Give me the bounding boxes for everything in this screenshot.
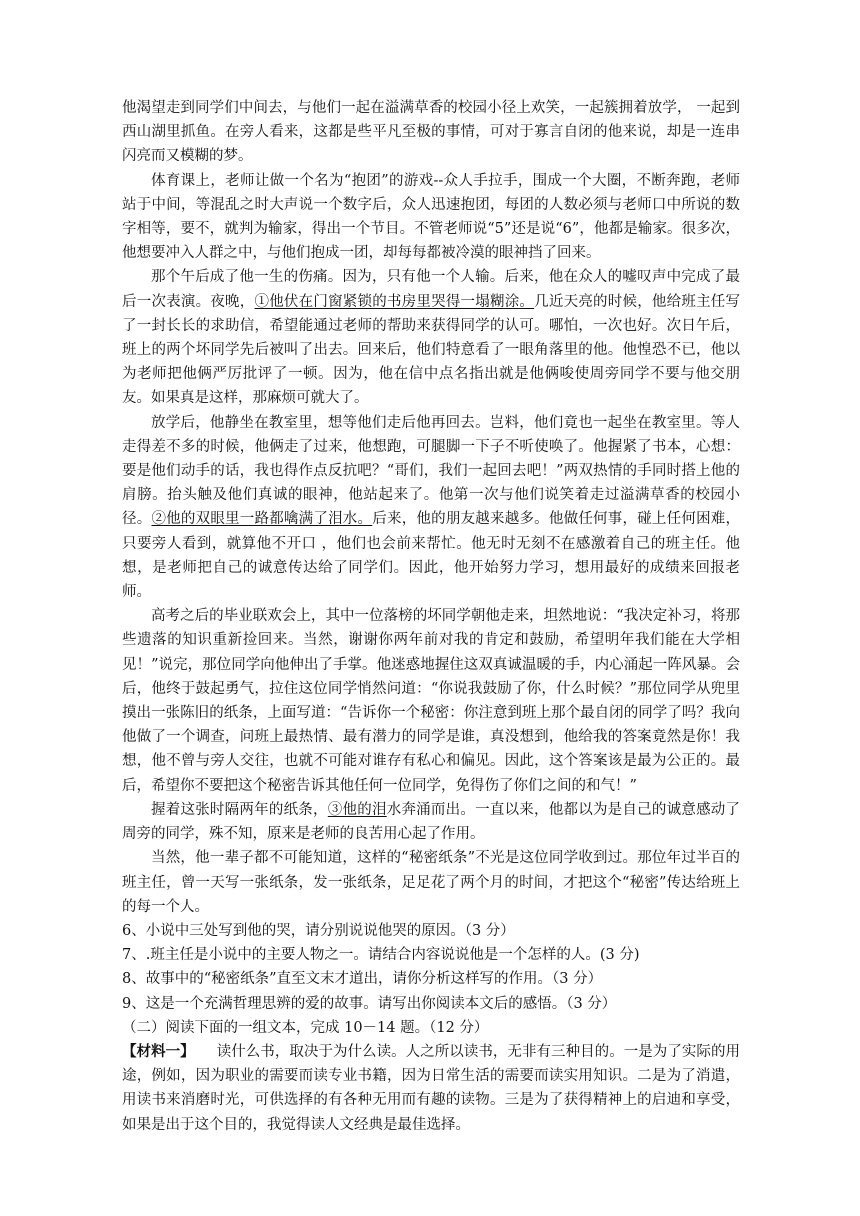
underlined-sentence-1: ①他伏在门窗紧锁的书房里哭得一塌糊涂。 [254,293,535,310]
question-7: 7、.班主任是小说中的主要人物之一。请结合内容说说他是一个怎样的人。(3 分) [122,947,640,964]
story-paragraph-4 [122,411,740,605]
question-9: 9、这是一个充满哲理思辨的爱的故事。请写出你阅读本文后的感悟。（3 分） [122,995,617,1012]
material-1-text: 读什么书，取决于为什么读。人之所以读书，无非有三种目的。一是为了实际的用途，例如，因为职业的需要而读专业书籍，因为日常生活的需要而读实用知识。二是为了消遣，用读书来消磨时光，可供选择的有各种无用而有趣的读物。三是为了获得精神上的启迪和享受，如果是出于这个目的，我觉得读人文经典是最佳选择。 [122,1043,740,1133]
section-heading: （二）阅读下面的一组文本，完成 10－14 题。（12 分） [122,1019,489,1036]
story-paragraph-7: 当然，他一辈子都不可能知道，这样的“秘密纸条”不光是这位同学收到过。那位年过半百的班主任，曾一天写一张纸条，发一张纸条，足足花了两个月的时间，才把这个“秘密”传达给班上的每一个人。 [122,850,740,915]
text-segment: 握着这张时隔两年的纸条， [151,801,328,818]
story-paragraph-1: 他渴望走到同学们中间去，与他们一起在溢满草香的校园小径上欢笑，一起簇拥着放学， 一起到西山湖里抓鱼。在旁人看来，这都是些平凡至极的事情，可对于寡言自闭的他来说，却是一连串闪亮而又模糊的梦。 [122,100,740,165]
question-6: 6、小说中三处写到他的哭，请分别说说他哭的原因。（3 分） [122,922,515,939]
text-segment: 放学后，他静坐在教室里，想等他们走后他再回去。岂料，他们竟也一起坐在教室里。等人走得差不多的时候，他俩走了过来，他想跑，可腿脚一下子不听使唤了。他握紧了书本，心想：要是他们动手的话，我也得作点反抗吧？“哥们，我们一起回去吧！”两双热情的手同时搭上他的肩膀。抬头触及他们真诚的眼神，他站起来了。他第一次与他们说笑着走过溢满草香的校园小径。 [122,414,740,528]
material-1-tag: 【材料一】 [122,1042,195,1060]
document-page [122,96,740,1137]
question-8: 8、故事中的“秘密纸条”直至文末才道出，请你分析这样写的作用。（3 分） [122,971,603,988]
underlined-sentence-2: ②他的双眼里一路都噙满了泪水。 [151,511,373,528]
text-segment: 那个午后成了他一生的伤痛。因为，只有他一个人输。后来，他在众人的嘘叹声中完成了最后一次表演。夜晚， [122,269,740,310]
story-paragraph-6 [122,798,740,846]
text-segment: 水奔涌而出。一直以来，他都以为是自己的诚意感动了周旁的同学，殊不知，原来是老师的良苦用心起了作用。 [122,801,741,843]
story-paragraph-2: 体育课上，老师让做一个名为“抱团”的游戏--众人手拉手，围成一个大圈，不断奔跑，老师站于中间，等混乱之时大声说一个数字后，众人迅速抱团，每团的人数必须与老师口中所说的数字相等，要不，就判为输家，得出一个节目。不管老师说“5”还是说“6”，他都是输家。很多次，他想要冲入人群之中，与他们抱成一团，却每每都被冷漠的眼神挡了回来。 [122,172,740,262]
story-paragraph-5: 高考之后的毕业联欢会上，其中一位落榜的坏同学朝他走来，坦然地说：“我决定补习，将那些遗落的知识重新捡回来。当然，谢谢你两年前对我的肯定和鼓励，希望明年我们能在大学相见！”说完，那位同学向他伸出了手掌。他迷惑地握住这双真诚温暖的手，内心涌起一阵风暴。会后，他终于鼓起勇气，拉住这位同学悄然问道：“你说我鼓励了你，什么时候？”那位同学从兜里摸出一张陈旧的纸条，上面写道：“告诉你一个秘密：你注意到班上那个最自闭的同学了吗？我向他做了一个调查，问班上最热情、最有潜力的同学是谁，真没想到，他给我的答案竟然是你！我想，他不曾与旁人交往，也就不可能对谁存有私心和偏见。因此，这个答案该是最为公正的。最后，希望你不要把这个秘密告诉其他任何一位同学，免得伤了你们之间的和气！” [122,608,740,794]
text-segment: 几近天亮的时候，他给班主任写了一封长长的求助信，希望能通过老师的帮助来获得同学的认可。哪怕，一次也好。次日午后，班上的两个坏同学先后被叫了出去。回来后，他们特意看了一眼角落里的他。他惶恐不已，他以为老师把他俩严厉批评了一顿。因为，他在信中点名指出就是他俩唆使周旁同学不要与他交朋友。如果真是这样，那麻烦可就大了。 [122,293,741,407]
text-segment: 后来，他的朋友越来越多。他做任何事，碰上任何困难，只要旁人看到，就算他不开口 ，他们也会前来帮忙。他无时无刻不在感激着自己的班主任。他想，是老师把自己的诚意传达给了同学们。因此，他开始努力学习，想用最好的成绩来回报老师。 [122,511,741,601]
material-1-paragraph [122,1040,740,1137]
story-paragraph-3 [122,265,740,410]
underlined-sentence-3: ③他的泪 [327,801,387,818]
